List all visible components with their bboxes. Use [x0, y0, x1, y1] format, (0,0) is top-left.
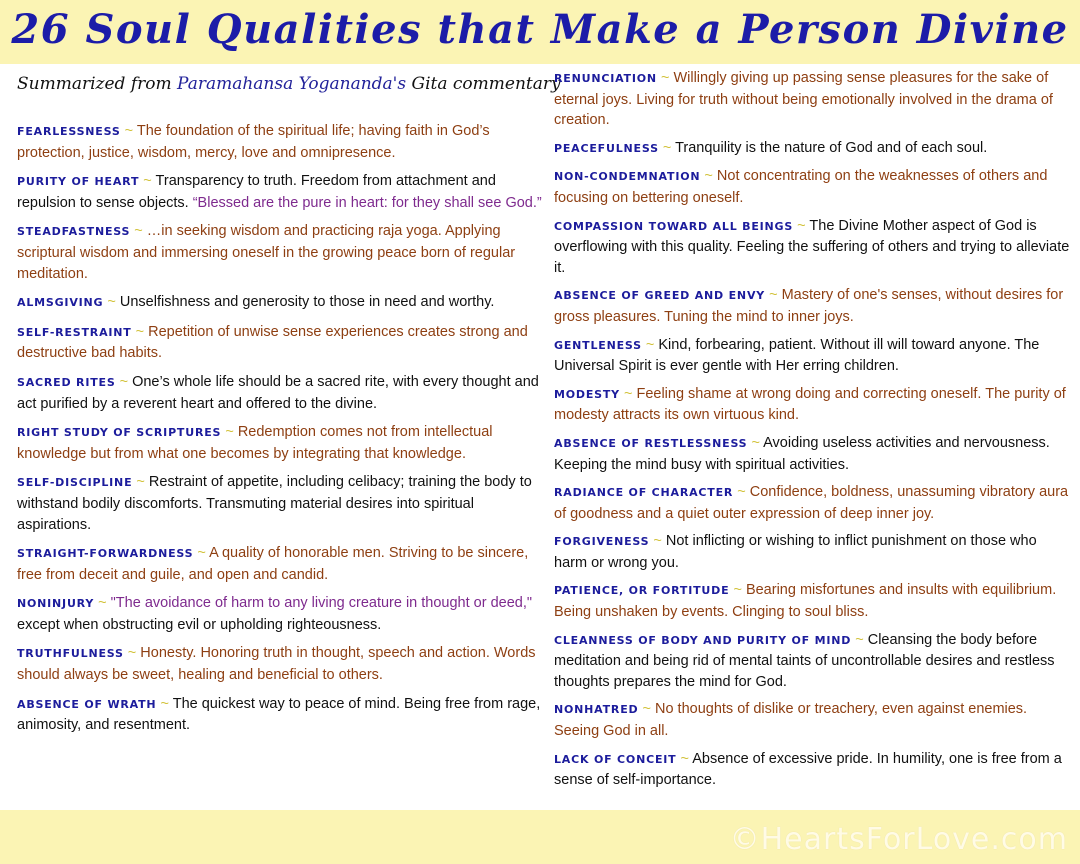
quality-entry — [17, 121, 542, 163]
quality-description: “Blessed are the pure in heart: for they shall see God.” — [192, 194, 542, 211]
quality-description: No thoughts of dislike or treachery, even against enemies. Seeing God in all. — [554, 701, 1028, 740]
quality-term: SACRED RITES — [17, 375, 116, 389]
quality-description: The quickest way to peace of mind. Being free from rage, animosity, and resentment. — [17, 695, 541, 734]
tilde-separator: ~ — [645, 336, 655, 353]
tilde-separator: ~ — [769, 287, 778, 304]
tilde-separator: ~ — [733, 582, 742, 599]
quality-term: ABSENCE OF GREED AND ENVY — [554, 289, 766, 303]
quality-description: Bearing misfortunes and insults with equilibrium. Being unshaken by events. Clinging to soul bliss. — [554, 582, 1057, 621]
quality-description: Avoiding useless activities and nervousness. Keeping the mind busy with spiritual activities. — [554, 434, 1050, 473]
title-banner — [0, 0, 1080, 64]
quality-term: LACK OF CONCEIT — [554, 752, 677, 766]
quality-term: NONHATRED — [554, 703, 639, 717]
watermark: ©HeartsForLove.com — [729, 822, 1068, 857]
quality-entry — [554, 216, 1070, 279]
quality-entry — [554, 630, 1070, 693]
quality-term: STRAIGHT-FORWARDNESS — [17, 547, 194, 561]
quality-description: Honesty. Honoring truth in thought, speech and action. Words should always be sweet, healing and beneficial to others. — [17, 645, 536, 684]
tilde-separator: ~ — [660, 70, 670, 86]
quality-description: Willingly giving up passing sense pleasures for the sake of eternal joys. Living for truth without being emotionally involved in the drama of creation. — [554, 70, 1053, 129]
quality-term: GENTLENESS — [554, 338, 642, 352]
footer-band — [0, 810, 1080, 864]
quality-term: RIGHT STUDY OF SCRIPTURES — [17, 426, 222, 440]
subtitle-prefix: Summarized from — [17, 74, 178, 94]
quality-entry — [17, 472, 542, 535]
quality-entry — [17, 171, 542, 213]
tilde-separator: ~ — [704, 168, 713, 185]
tilde-separator: ~ — [119, 373, 129, 390]
quality-term: COMPASSION TOWARD ALL BEINGS — [554, 219, 794, 233]
tilde-separator: ~ — [134, 223, 143, 240]
tilde-separator: ~ — [855, 631, 864, 648]
quality-description: The foundation of the spiritual life; having faith in God’s protection, justice, wisdom, mercy, love and omnipresence. — [17, 123, 490, 161]
quality-entry — [554, 335, 1070, 377]
quality-entry — [554, 285, 1070, 327]
tilde-separator: ~ — [143, 173, 152, 190]
tilde-separator: ~ — [135, 323, 145, 340]
quality-description: Not inflicting or wishing to inflict punishment on those who harm or wrong you. — [554, 533, 1037, 571]
tilde-separator: ~ — [107, 294, 116, 311]
quality-term: CLEANNESS OF BODY AND PURITY OF MIND — [554, 633, 852, 647]
quality-entry — [554, 531, 1070, 573]
quality-term: PATIENCE, OR FORTITUDE — [554, 584, 730, 598]
quality-description: Repetition of unwise sense experiences creates strong and destructive bad habits. — [17, 323, 528, 362]
quality-term: RENUNCIATION — [554, 72, 657, 85]
quality-entry — [17, 543, 542, 585]
tilde-separator: ~ — [737, 484, 746, 501]
quality-description: The Divine Mother aspect of God is overflowing with this quality. Feeling the suffering of others and trying to alleviate it. — [554, 217, 1070, 276]
quality-term: ABSENCE OF RESTLESSNESS — [554, 436, 748, 450]
quality-entry — [17, 694, 542, 736]
quality-entry — [17, 593, 542, 635]
quality-description: "The avoidance of harm to any living creature in thought or deed," — [110, 595, 533, 612]
quality-entry — [17, 292, 542, 314]
quality-term: ALMSGIVING — [17, 296, 104, 310]
quality-term: SELF-DISCIPLINE — [17, 476, 133, 490]
quality-entry — [17, 422, 542, 464]
quality-description: Transparency to truth. Freedom from attachment and repulsion to sense objects. — [17, 173, 496, 211]
quality-term: PEACEFULNESS — [554, 141, 659, 155]
quality-description: Tranquility is the nature of God and of each soul. — [675, 139, 988, 156]
quality-entry — [17, 221, 542, 284]
tilde-separator: ~ — [136, 474, 145, 491]
quality-term: RADIANCE OF CHARACTER — [554, 486, 734, 500]
quality-description: Not concentrating on the weaknesses of others and focusing on bettering oneself. — [554, 168, 1048, 206]
quality-description: Redemption comes not from intellectual knowledge but from what one becomes by integrating that knowledge. — [17, 424, 493, 462]
tilde-separator: ~ — [127, 645, 137, 662]
quality-description: Restraint of appetite, including celibacy; training the body to withstand bodily discomforts. Transmuting material desires into spiritual aspirations. — [17, 474, 532, 533]
tilde-separator: ~ — [662, 139, 672, 156]
tilde-separator: ~ — [751, 434, 760, 451]
tilde-separator: ~ — [653, 533, 662, 550]
tilde-separator: ~ — [98, 595, 107, 612]
quality-entry — [554, 699, 1070, 741]
tilde-separator: ~ — [623, 385, 633, 402]
quality-entry — [554, 384, 1070, 426]
quality-description: Feeling shame at wrong doing and correcting oneself. The purity of modesty attracts its own virtuous kind. — [554, 385, 1066, 424]
quality-term: TRUTHFULNESS — [17, 647, 124, 661]
quality-entry — [17, 322, 542, 364]
quality-entry — [17, 643, 542, 685]
quality-description: Cleansing the body before meditation and being rid of mental taints of uncontrollable desires and restless thoughts prepares the mind for God. — [554, 631, 1055, 690]
quality-description: Unselfishness and generosity to those in need and worthy. — [119, 294, 495, 311]
tilde-separator: ~ — [160, 695, 169, 712]
quality-term: FORGIVENESS — [554, 535, 650, 549]
quality-term: NONINJURY — [17, 597, 95, 611]
tilde-separator: ~ — [225, 424, 234, 441]
quality-description: Mastery of one's senses, without desires for gross pleasures. Tuning the mind to inner joys. — [554, 287, 1064, 325]
quality-term: MODESTY — [554, 387, 620, 401]
quality-description: Kind, forbearing, patient. Without ill will toward anyone. The Universal Spirit is ever gentle with Her erring children. — [554, 336, 1040, 375]
quality-entry — [554, 433, 1070, 475]
quality-description: Confidence, boldness, unassuming vibratory aura of goodness and a quiet outer expression of deep inner joy. — [554, 484, 1069, 522]
page-title: 26 Soul Qualities that Make a Person Divine — [11, 6, 1069, 53]
quality-term: PURITY OF HEART — [17, 175, 140, 189]
tilde-separator: ~ — [642, 701, 651, 718]
subtitle-author: Paramahansa Yogananda's — [177, 74, 407, 94]
tilde-separator: ~ — [797, 217, 806, 234]
quality-entry — [554, 138, 1070, 160]
quality-term: FEARLESSNESS — [17, 125, 121, 138]
quality-description: A quality of honorable men. Striving to be sincere, free from deceit and guile, and open and candid. — [17, 545, 529, 583]
tilde-separator: ~ — [124, 123, 134, 139]
quality-description: except when obstructing evil or upholding righteousness. — [17, 616, 382, 633]
quality-entry — [554, 749, 1070, 791]
quality-term: ABSENCE OF WRATH — [17, 697, 157, 711]
quality-entry — [554, 166, 1070, 208]
quality-description: …in seeking wisdom and practicing raja yoga. Applying scriptural wisdom and immersing oneself in the growing peace born of regular meditation. — [17, 223, 516, 282]
quality-description: Absence of excessive pride. In humility, one is free from a sense of self-importance. — [554, 750, 1062, 789]
quality-term: SELF-RESTRAINT — [17, 325, 132, 339]
subtitle — [17, 74, 561, 94]
quality-term: NON-CONDEMNATION — [554, 170, 701, 184]
left-column — [17, 121, 542, 744]
quality-description: One’s whole life should be a sacred rite, with every thought and act purified by a reverent heart and offered to the divine. — [17, 373, 539, 412]
quality-entry — [554, 68, 1070, 131]
quality-entry — [17, 372, 542, 414]
quality-term: STEADFASTNESS — [17, 225, 131, 239]
quality-entry — [554, 482, 1070, 524]
quality-entry — [554, 580, 1070, 622]
right-column — [554, 68, 1070, 798]
tilde-separator: ~ — [680, 750, 689, 767]
subtitle-suffix: Gita commentary — [406, 74, 561, 94]
tilde-separator: ~ — [197, 545, 206, 562]
